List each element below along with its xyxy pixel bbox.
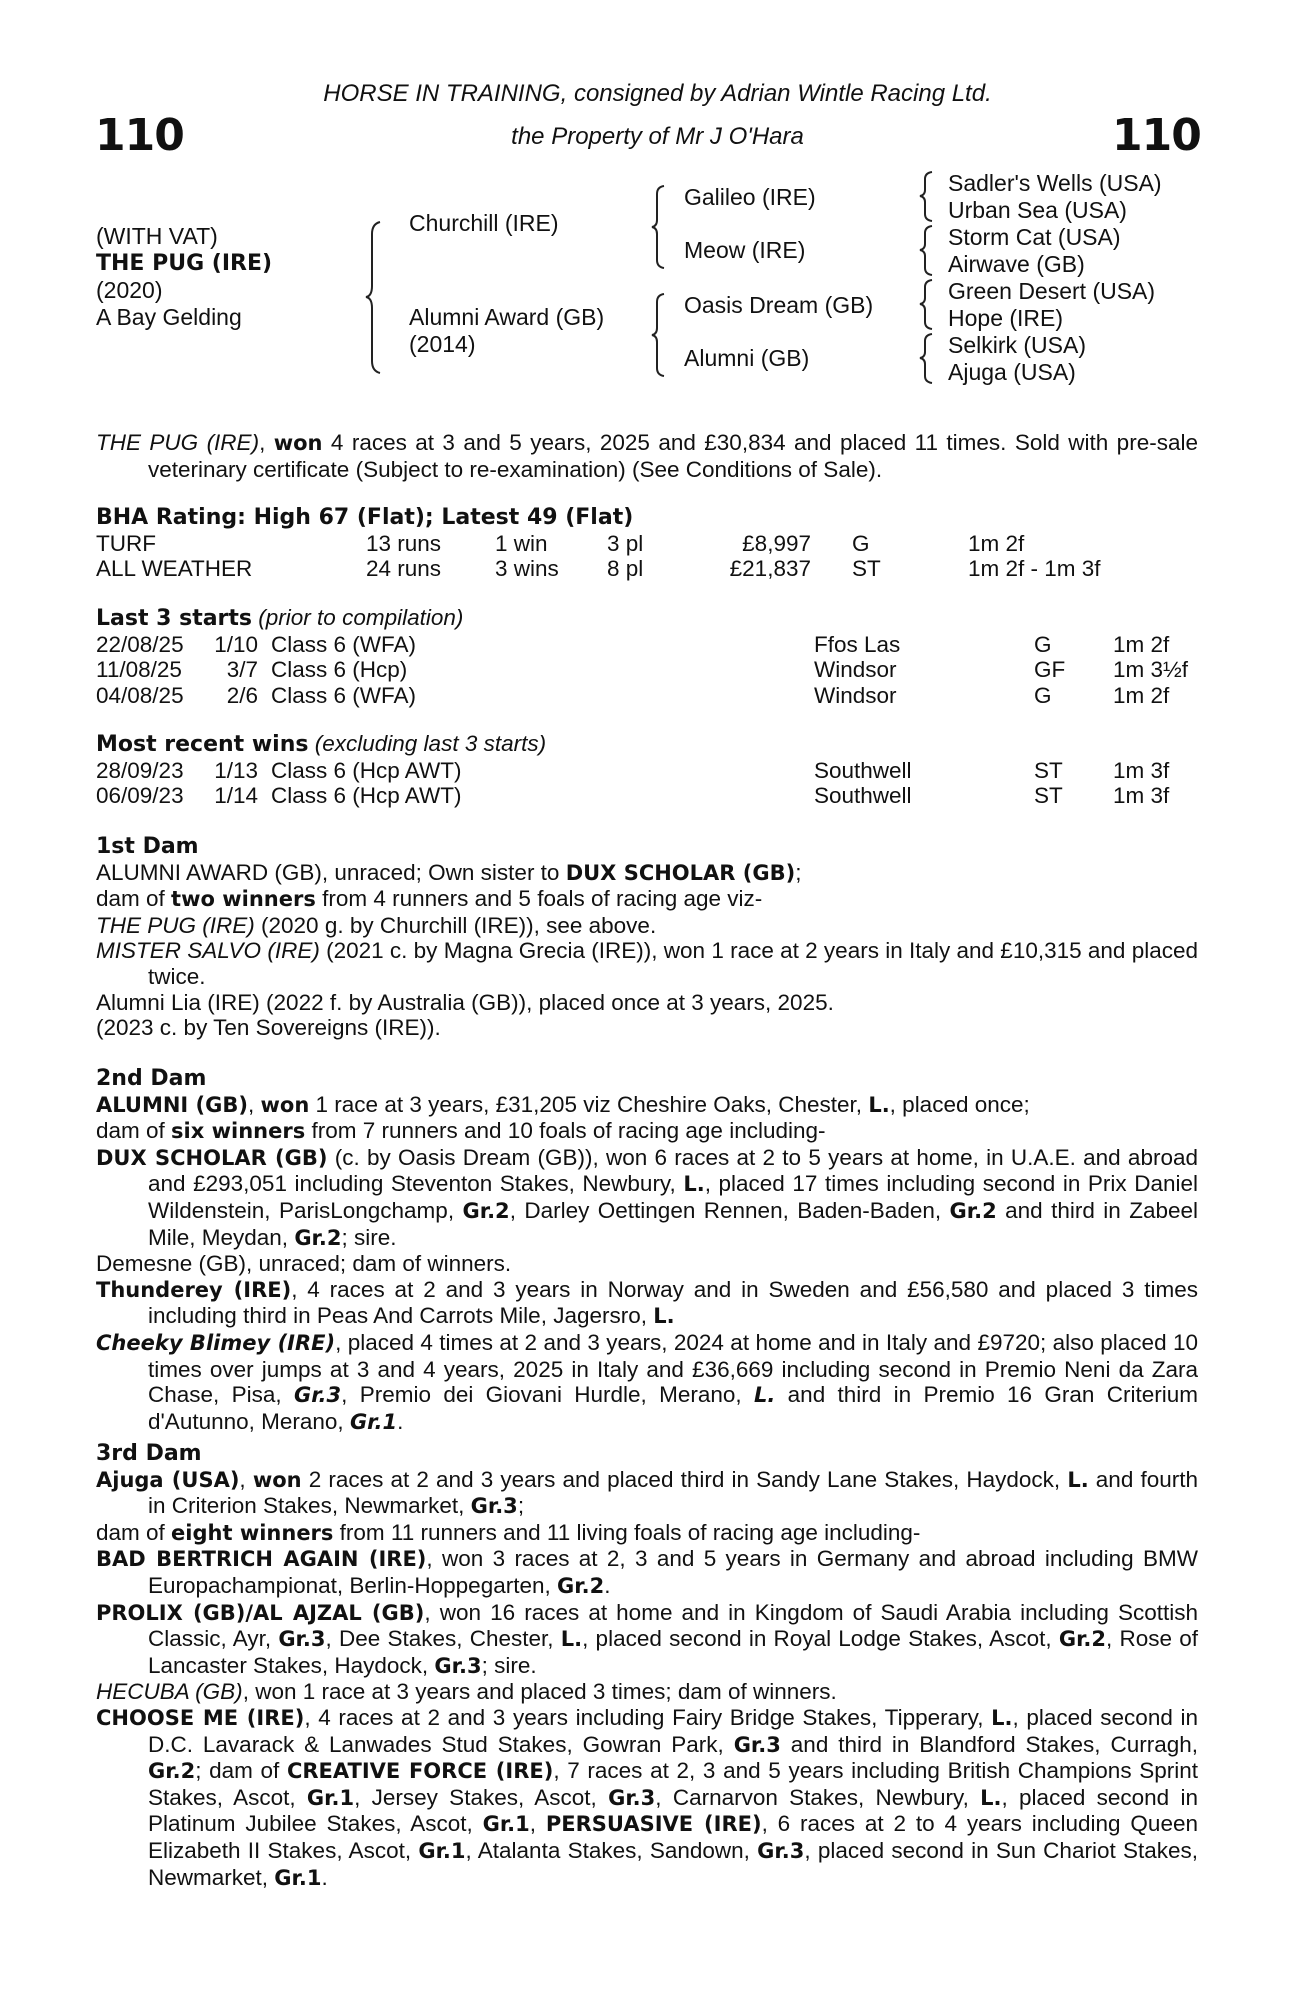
sire-name: Churchill (IRE) (409, 210, 559, 236)
produce-entry-choose-me: CHOOSE ME (IRE), 4 races at 2 and 3 years including Fairy Bridge Stakes, Tipperary, L., placed second in D.C. Lavarack & Lanwades Stud Stakes, Gowran Park, Gr.3 and third in Blandford Stakes, Curragh, Gr.2; dam of CREATIVE FORCE (IRE), 7 races at 2, 3 and 5 years including British Champions Sprint Stakes, Ascot, Gr.1, Jersey Stakes, Ascot, Gr.3, Carnarvon Stakes, Newbury, L., placed second in Platinum Jubilee Stakes, Ascot, Gr.1, PERSUASIVE (IRE), 6 races at 2 to 4 years including Queen Elizabeth II Stakes, Ascot, Gr.1, Atalanta Stakes, Sandown, Gr.3, placed second in Sun Chariot Stakes, Newmarket, Gr.1. (96, 1704, 1198, 1890)
start-position: 2/6 (226, 682, 258, 708)
start-position: 1/10 (214, 631, 258, 657)
bha-prize: £8,997 (742, 530, 811, 556)
start-going: G (1034, 682, 1052, 708)
win-position: 1/13 (214, 757, 258, 783)
start-going: G (1034, 631, 1052, 657)
win-distance: 1m 3f (1113, 757, 1170, 783)
start-position: 3/7 (226, 657, 258, 683)
recent-wins-subtitle: (excluding last 3 starts) (314, 731, 547, 756)
bha-surface: TURF (96, 530, 156, 556)
produce-entry-bad-bertrich-again: BAD BERTRICH AGAIN (IRE), won 3 races at 2, 3 and 5 years in Germany and abroad including BMW Europachampionat, Berlin-Hoppegarten, Gr.2. (96, 1546, 1199, 1598)
bha-surface: ALL WEATHER (96, 556, 253, 582)
win-race: Class 6 (Hcp AWT) (271, 757, 462, 783)
third-dam-line: Ajuga (USA), won 2 races at 2 and 3 years and placed third in Sandy Lane Stakes, Haydock, L. and fourth in Criterion Stakes, Newmarket, Gr.3; (96, 1466, 1198, 1519)
start-course: Ffos Las (814, 631, 901, 657)
produce-entry-demesne: Demesne (GB), unraced; dam of winners. (96, 1251, 512, 1277)
start-course: Windsor (814, 657, 897, 683)
recent-wins-title: Most recent wins (96, 732, 309, 757)
produce-entry-cheeky-blimey: Cheeky Blimey (IRE), placed 4 times at 2 and 3 years, 2024 at home and in Italy and £9720; also placed 10 times over jumps at 3 and 4 years, 2025 in Italy and £36,669 including second in Premio Neni da Zara Chase, Pisa, Gr.3, Premio dei Giovani Hurdle, Merano, L. and third in Premio 16 Gran Criterium d'Autunno, Merano, Gr.1. (96, 1329, 1198, 1434)
start-row (96, 683, 1198, 709)
produce-entry: Alumni Lia (IRE) (2022 f. by Australia (GB)), placed once at 3 years, 2025. (96, 989, 834, 1015)
grandsire-maternal: Oasis Dream (GB) (684, 292, 874, 318)
produce-entry-hecuba: HECUBA (GB), won 1 race at 3 years and placed 3 times; dam of winners. (96, 1679, 837, 1705)
granddam-paternal: Meow (IRE) (684, 237, 806, 263)
win-course: Southwell (814, 757, 912, 783)
produce-entry: THE PUG (IRE) (2020 g. by Churchill (IRE)), see above. (96, 912, 657, 938)
ggp-5: Green Desert (USA) (948, 278, 1156, 304)
summary-paragraph: THE PUG (IRE), won 4 races at 3 and 5 years, 2025 and £30,834 and placed 11 times. Sold with pre-sale veterinary certificate (Subject to re-examination) (See Conditions of Sale). (96, 430, 1198, 482)
start-date: 04/08/25 (96, 682, 184, 708)
produce-entry-prolix: PROLIX (GB)/AL AJZAL (GB), won 16 races at home and in Kingdom of Saudi Arabia including Scottish Classic, Ayr, Gr.3, Dee Stakes, Chester, L., placed second in Royal Lodge Stakes, Ascot, Gr.2, Rose of Lancaster Stakes, Haydock, Gr.3; sire. (96, 1599, 1199, 1678)
last-starts-title: Last 3 starts (96, 606, 253, 631)
bha-runs: 13 runs (366, 530, 442, 556)
bha-placed: 8 pl (607, 556, 644, 582)
win-date: 28/09/23 (96, 757, 184, 783)
ggp-7: Selkirk (USA) (948, 332, 1087, 358)
win-row (96, 783, 1198, 809)
produce-entry: MISTER SALVO (IRE) (2021 c. by Magna Grecia (IRE)), won 1 race at 2 years in Italy and £10,315 and placed twice. (96, 938, 1199, 989)
first-dam-section (96, 834, 1198, 1041)
first-dam-line: ALUMNI AWARD (GB), unraced; Own sister to DUX SCHOLAR (GB); (96, 859, 802, 885)
second-dam-section (96, 1066, 1198, 1435)
start-race: Class 6 (WFA) (271, 631, 417, 657)
start-going: GF (1034, 657, 1066, 683)
bha-prize: £21,837 (729, 556, 811, 582)
ggp-1: Sadler's Wells (USA) (948, 170, 1162, 196)
win-course: Southwell (814, 783, 912, 809)
summary-horse-name: THE PUG (IRE) (96, 430, 260, 455)
ggp-2: Urban Sea (USA) (948, 197, 1127, 223)
linked-horse: PERSUASIVE (IRE) (545, 1812, 762, 1837)
first-dam-produce-line: dam of two winners from 4 runners and 5 foals of racing age viz- (96, 886, 763, 912)
lot-number-right: 110 (1112, 110, 1201, 161)
pedigree-brace-main (366, 220, 386, 375)
granddam-maternal: Alumni (GB) (684, 345, 810, 371)
win-going: ST (1034, 757, 1063, 783)
summary-won: won (273, 431, 323, 455)
produce-entry-thunderey: Thunderey (IRE), 4 races at 2 and 3 years in Norway and in Sweden and £56,580 and placed 3 times including third in Peas And Carrots Mile, Jagersro, L. (96, 1276, 1198, 1329)
bha-going: ST (852, 556, 881, 582)
consignment-line: HORSE IN TRAINING, consigned by Adrian Wintle Racing Ltd. (323, 80, 992, 107)
vat-label: (WITH VAT) (96, 223, 218, 249)
bha-row-aw (96, 556, 1198, 582)
start-race: Class 6 (WFA) (271, 682, 417, 708)
bha-title: BHA Rating: High 67 (Flat); Latest 49 (Flat) (96, 505, 634, 530)
start-row (96, 632, 1198, 658)
start-distance: 1m 3½f (1113, 657, 1189, 683)
start-distance: 1m 2f (1113, 682, 1170, 708)
win-going: ST (1034, 783, 1063, 809)
summary-text: 4 races at 3 and 5 years, 2025 and £30,834 and placed 11 times. Sold with pre-sale veterinary certificate (Subject to re-examination) (See Conditions of Sale). (148, 430, 1198, 482)
ggp-6: Hope (IRE) (948, 305, 1064, 331)
horse-year: (2020) (96, 277, 163, 303)
great-grandparents (948, 170, 1162, 386)
win-position: 1/14 (214, 783, 258, 809)
linked-horse: DUX SCHOLAR (GB) (565, 860, 796, 885)
last-starts-subtitle: (prior to compilation) (258, 605, 464, 630)
last-starts-section (96, 605, 1198, 708)
dam-name: Alumni Award (GB) (409, 304, 605, 330)
dam-year: (2014) (409, 331, 476, 357)
ggp-3: Storm Cat (USA) (948, 224, 1121, 250)
second-dam-title: 2nd Dam (96, 1066, 207, 1091)
lot-number-left: 110 (95, 110, 184, 161)
win-distance: 1m 3f (1113, 783, 1170, 809)
bha-wins: 1 win (495, 530, 548, 556)
bha-distance: 1m 2f - 1m 3f (968, 556, 1101, 582)
start-row (96, 657, 1198, 683)
second-dam-line: ALUMNI (GB), won 1 race at 3 years, £31,205 viz Cheshire Oaks, Chester, L., placed once; (96, 1091, 1030, 1117)
start-date: 22/08/25 (96, 631, 184, 657)
pedigree-brace-dam (652, 292, 668, 378)
produce-entry: (2023 c. by Ten Sovereigns (IRE)). (96, 1015, 441, 1041)
property-line: the Property of Mr J O'Hara (511, 123, 804, 150)
bha-runs: 24 runs (366, 556, 442, 582)
horse-description: A Bay Gelding (96, 304, 242, 330)
linked-horse: CREATIVE FORCE (IRE) (286, 1759, 554, 1784)
third-dam-produce-line: dam of eight winners from 11 runners and 11 living foals of racing age including- (96, 1519, 921, 1545)
produce-entry-dux-scholar: DUX SCHOLAR (GB) (c. by Oasis Dream (GB)), won 6 races at 2 to 5 years at home, in U.A.E. and abroad and £293,051 including Steventon Stakes, Newbury, L., placed 17 times including second in Prix Daniel Wildenstein, ParisLongchamp, Gr.2, Darley Oettingen Rennen, Baden-Baden, Gr.2 and third in Zabeel Mile, Meydan, Gr.2; sire. (96, 1144, 1199, 1250)
pedigree-braces-third (920, 170, 936, 386)
horse-info (96, 223, 272, 331)
first-dam-title: 1st Dam (96, 834, 199, 859)
horse-name: THE PUG (IRE) (96, 251, 273, 276)
win-date: 06/09/23 (96, 783, 184, 809)
bha-row-turf (96, 531, 1198, 557)
bha-placed: 3 pl (607, 530, 644, 556)
bha-going: G (852, 530, 870, 556)
third-dam-section (96, 1441, 1198, 1891)
start-date: 11/08/25 (96, 657, 182, 683)
bha-distance: 1m 2f (968, 530, 1025, 556)
win-race: Class 6 (Hcp AWT) (271, 783, 462, 809)
second-dam-produce-line: dam of six winners from 7 runners and 10 foals of racing age including- (96, 1118, 826, 1144)
ggp-8: Ajuga (USA) (948, 359, 1076, 385)
bha-wins: 3 wins (495, 556, 559, 582)
start-race: Class 6 (Hcp) (271, 657, 408, 683)
bha-section (96, 505, 1198, 582)
grandsire-paternal: Galileo (IRE) (684, 184, 816, 210)
recent-wins-section (96, 731, 1198, 809)
pedigree-brace-sire (652, 184, 668, 270)
third-dam-title: 3rd Dam (96, 1441, 202, 1466)
win-row (96, 758, 1198, 784)
ggp-4: Airwave (GB) (948, 251, 1085, 277)
start-course: Windsor (814, 682, 897, 708)
summary-section (96, 430, 1198, 482)
start-distance: 1m 2f (1113, 631, 1170, 657)
